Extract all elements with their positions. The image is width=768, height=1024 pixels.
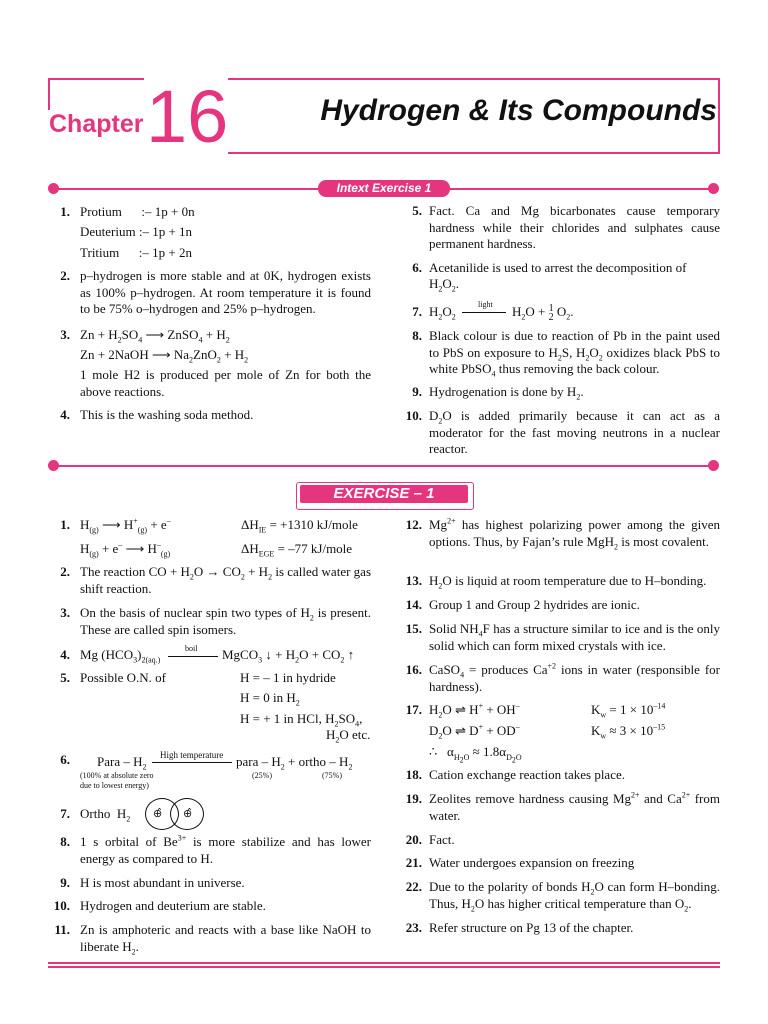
- ex-q7-spin-2: ⊕̂: [183, 808, 193, 820]
- ex-q22-number: 22.: [405, 879, 422, 894]
- ex-q16-number: 16.: [405, 662, 422, 677]
- ex-q6-arrow: [152, 762, 232, 763]
- ex-q7-text: Ortho $H_2$: [80, 806, 131, 824]
- intext-q4-number: 4.: [60, 407, 70, 422]
- divider-dot-right: [708, 460, 719, 471]
- intext-q1-deuterium: Deuterium :– 1p + 1n: [80, 224, 193, 239]
- ex-q3-text: On the basis of nuclear spin two types of $H_2$ is present. These are called spin isomers.: [80, 605, 371, 637]
- ex-q23-text: Refer structure on Pg 13 of the chapter.: [429, 920, 634, 935]
- ex-q18-text: Cation exchange reaction takes place.: [429, 767, 625, 782]
- header-left-rule-vertical: [48, 78, 50, 110]
- ex-q6-percent-ortho: (75%): [322, 771, 342, 780]
- intext-q7-arrow: [462, 312, 506, 313]
- intext-q7-products: $H_2O + 1$ 2 $O_2$.: [512, 303, 574, 324]
- intext-q3-number: 3.: [60, 327, 70, 342]
- ex-q6-para-reactant: Para – $H_2$: [97, 754, 147, 772]
- ex-q9-number: 9.: [60, 875, 70, 890]
- footer-rule-top: [48, 962, 720, 964]
- ex-q19-text: Zeolites remove hardness causing $Mg^{2+}$ and $Ca^{2+}$ from water.: [429, 790, 720, 823]
- intext-q10-number: 10.: [405, 408, 422, 423]
- ex-q5-positive: H = + 1 in HCl, $H_2SO_4$,: [240, 711, 363, 729]
- chapter-title: Hydrogen & Its Compounds: [320, 94, 717, 127]
- intext-q10-text: $D_2O$ is added primarily because it can act as a moderator for the fast moving neutrons in a nuclear reactor.: [429, 408, 720, 456]
- ex-q19-number: 19.: [405, 791, 422, 806]
- ex-q4-arrow: [168, 656, 218, 657]
- ex-q13-number: 13.: [405, 573, 422, 588]
- ex-q20-number: 20.: [405, 832, 422, 847]
- intext-q5-text: Fact. Ca and Mg bicarbonates cause temporary hardness while their chlorides and sulphates cause permanent hardness.: [429, 203, 720, 251]
- chapter-label: Chapter: [49, 110, 144, 138]
- ex-q6-number: 6.: [60, 752, 70, 767]
- ex-q11-number: 11.: [54, 922, 70, 937]
- ex-q2-number: 2.: [60, 564, 70, 579]
- intext-title-badge: Intext Exercise 1: [318, 180, 450, 197]
- ex-q15-text: Solid $NH_4F$ has a structure similar to ice and is the only solid which can form mixed crystals with ice.: [429, 621, 720, 653]
- ex-q1-enthalpy-2: $\Delta H_{EGE} = -77$ kJ/mole: [241, 541, 353, 559]
- ex-q16-text: CaSO$_4$ = produces $Ca^{+2}$ ions in water (responsible for hardness).: [429, 661, 720, 694]
- header-bottom-rule: [228, 152, 720, 154]
- footer-rule-bottom: [48, 966, 720, 968]
- ex-q21-number: 21.: [405, 855, 422, 870]
- intext-q8-number: 8.: [412, 328, 422, 343]
- intext-q2-text: p–hydrogen is more stable and at 0K, hydrogen exists as 100% p–hydrogen. At room temperature it is found to be 75% o–hydrogen and 25% p–hydrogen.: [80, 268, 371, 316]
- intext-q7-number: 7.: [412, 304, 422, 319]
- ex-q3-number: 3.: [60, 605, 70, 620]
- header-right-rule: [718, 78, 720, 154]
- ex-q1-reaction-1: $H_{(g)}$ ⟶ $H^+_{(g)} + e^-$: [80, 516, 171, 535]
- ex-q12-text: $Mg^{2+}$ has highest polarizing power among the given options. Thus, by Fajan’s rule MgH$_2$ is most covalent.: [429, 516, 720, 552]
- ex-q4-boil-label: boil: [185, 644, 198, 653]
- ex-q22-text: Due to the polarity of bonds $H_2O$ can form H–bonding. Thus, $H_2O$ has higher critical temperature than $O_2$.: [429, 879, 720, 914]
- intext-q3-reaction-1: $Zn + H_2SO_4$ ⟶ ZnSO$_4$ + $H_2$: [80, 327, 230, 345]
- ex-q2-text: The reaction CO + $H_2O \to CO_2 + H_2$ is called water gas shift reaction.: [80, 564, 371, 596]
- ex-q17-water-eq: $H_2O$ ⇌ H+ + OH–: [429, 701, 520, 720]
- ex-q5-number: 5.: [60, 670, 70, 685]
- exercise-divider-line: [54, 465, 714, 467]
- intext-q1-protium: Protium :– 1p + 0n: [80, 204, 195, 219]
- ex-q17-number: 17.: [405, 702, 422, 717]
- ex-q8-number: 8.: [60, 834, 70, 849]
- ex-q10-text: Hydrogen and deuterium are stable.: [80, 898, 266, 913]
- ex-q5-label: Possible O.N. of: [80, 670, 166, 685]
- ex-q6-temp-label: High temperature: [160, 750, 224, 760]
- ex-q1-enthalpy-1: $\Delta H_{IE} = +1310$ kJ/mole: [241, 517, 358, 535]
- ex-q5-zero: H = 0 in $H_2$: [240, 690, 300, 708]
- ex-q9-text: H is most abundant in universe.: [80, 875, 245, 890]
- intext-q1-number: 1.: [60, 204, 70, 219]
- ex-q10-number: 10.: [53, 898, 70, 913]
- ex-q17-heavy-eq: $D_2O$ ⇌ D+ + OD–: [429, 722, 520, 741]
- ex-q14-text: Group 1 and Group 2 hydrides are ionic.: [429, 597, 640, 612]
- ex-q5-water: $H_2O$ etc.: [326, 727, 371, 745]
- ex-q6-percent-para: (25%): [252, 771, 272, 780]
- intext-q3-reaction-2: Zn + 2NaOH ⟶ $Na_2ZnO_2 + H_2$: [80, 347, 249, 365]
- exercise-title: EXERCISE – 1: [300, 485, 468, 503]
- header-left-rule-horizontal: [48, 78, 144, 80]
- chapter-number: 16: [146, 75, 229, 158]
- intext-q9-number: 9.: [412, 384, 422, 399]
- ex-q12-number: 12.: [405, 517, 422, 532]
- intext-q8-text: Black colour is due to reaction of Pb in the paint used to PbS on exposure to $H_2S$, $H_2O_2$ oxidizes black PbS to white PbSO$_4$ thus removing the back colour.: [429, 328, 721, 379]
- ex-q17-kw-heavy: $K_w \approx 3 \times 10^{-15}$: [591, 722, 666, 741]
- ex-q7-number: 7.: [60, 806, 70, 821]
- ex-q23-number: 23.: [405, 920, 422, 935]
- intext-q6-text: Acetanilide is used to arrest the decomposition of: [429, 260, 687, 275]
- ex-q14-number: 14.: [405, 597, 422, 612]
- header-top-rule: [228, 78, 720, 80]
- intext-q9-text: Hydrogenation is done by $H_2$.: [429, 384, 584, 402]
- ex-q1-reaction-2: $H_{(g)} + e^-$ ⟶ $H^-_{(g)}$: [80, 540, 171, 559]
- ex-q6-products: para – $H_2$ + ortho – $H_2$: [236, 754, 353, 772]
- intext-q3-text: 1 mole H2 is produced per mole of Zn for both the above reactions.: [80, 367, 371, 399]
- intext-q4-text: This is the washing soda method.: [80, 407, 254, 422]
- ex-q4-reactant: Mg $(HCO_3)_{2(aq.)}$: [80, 647, 161, 665]
- ex-q4-number: 4.: [60, 647, 70, 662]
- intext-q7-light-label: light: [478, 300, 493, 309]
- intext-q1-tritium: Tritium :– 1p + 2n: [80, 245, 192, 260]
- ex-q20-text: Fact.: [429, 832, 455, 847]
- intext-q6-number: 6.: [412, 260, 422, 275]
- divider-dot-right: [708, 183, 719, 194]
- ex-q1-number: 1.: [60, 517, 70, 532]
- ex-q6-note-2: due to lowest energy): [80, 781, 149, 790]
- ex-q13-text: $H_2O$ is liquid at room temperature due to H–bonding.: [429, 573, 707, 591]
- ex-q5-hydride: H = – 1 in hydride: [240, 670, 336, 685]
- ex-q7-spin-1: ⊕̂: [153, 808, 163, 820]
- ex-q15-number: 15.: [405, 621, 422, 636]
- ex-q18-number: 18.: [405, 767, 422, 782]
- ex-q11-text: Zn is amphoteric and reacts with a base like NaOH to liberate $H_2$.: [80, 922, 371, 957]
- intext-q7-reactant: $H_2O_2$: [429, 304, 456, 322]
- ex-q17-conclusion: ∴ $\alpha_{H_2O} \approx 1.8\alpha_{D_2O}$: [429, 744, 522, 765]
- ex-q4-products: MgCO$_3$ ↓ + $H_2O + CO_2$ ↑: [222, 647, 355, 665]
- ex-q6-note-1: (100% at absolute zero: [80, 771, 154, 780]
- ex-q17-kw-water: $K_w = 1 \times 10^{-14}$: [591, 701, 666, 720]
- intext-q6-formula: $H_2O_2$.: [429, 276, 460, 294]
- ex-q8-text: 1 s orbital of $Be^{3+}$ is more stabilize and has lower energy as compared to H.: [80, 833, 372, 866]
- intext-q2-number: 2.: [60, 268, 70, 283]
- intext-q5-number: 5.: [412, 203, 422, 218]
- ex-q21-text: Water undergoes expansion on freezing: [429, 855, 635, 870]
